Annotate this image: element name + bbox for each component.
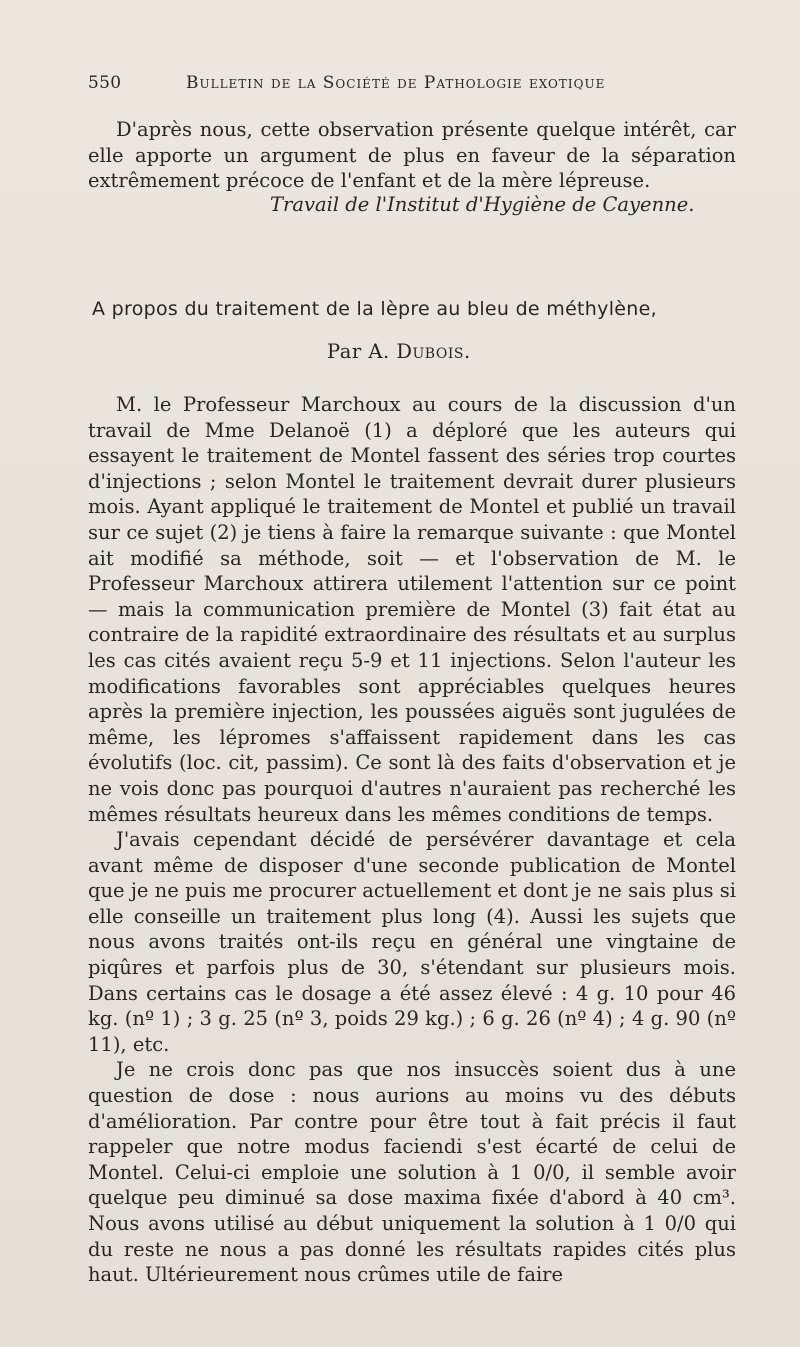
paragraph-1: M. le Professeur Marchoux au cours de la discussion d'un travail de Mme Delanoë (1) a déploré que les auteurs qui essayent le traitement de Montel fassent des séries trop courtes d'injections ; selon Montel le traitement devrait durer plusieurs mois. Ayant appliqué le traitement de Montel et publié un travail sur ce sujet (2) je tiens à faire la remarque suivante : que Montel ait modifié sa méthode, soit — et l'observation de M. le Professeur Marchoux attirera utilement l'attention sur ce point — mais la communication première de Montel (3) fait état au contraire de la rapidité extraordinaire des résultats et au surplus les cas cités avaient reçu 5-9 et 11 injections. Selon l'auteur les modifications favorables sont appréciables quelques heures après la première injection, les poussées aiguës sont jugulées de même, les lépromes s'affaissent rapidement dans les cas évolutifs (loc. cit, passim). Ce sont là des faits d'observation et je ne vois donc pas pourquoi d'autres n'auraient pas recherché les mêmes résultats heureux dans les mêmes conditions de temps. — [88, 393, 736, 826]
byline — [327, 340, 471, 363]
paragraph-3: Je ne crois donc pas que nos insuccès soient dus à une question de dose : nous aurions au moins vu des débuts d'amélioration. Par contre pour être tout à fait précis il faut rappeler que notre modus faciendi s'est écarté de celui de Montel. Celui-ci emploie une solution à 1 0/0, il semble avoir quelque peu diminué sa dose maxima fixée d'abord à 40 cm³. Nous avons utilisé au début uniquement la solution à 1 0/0 qui du reste ne nous a pas donné les résultats rapides cités plus haut. Ultérieurement nous crûmes utile de faire — [88, 1058, 736, 1287]
body-text — [88, 392, 736, 1288]
page-number: 550 — [88, 73, 122, 93]
running-title: Bulletin de la Société de Pathologie exotique — [186, 73, 606, 93]
page-header — [88, 73, 728, 101]
byline-author: Dubois. — [396, 340, 471, 363]
article-title: A propos du traitement de la lèpre au bleu de méthylène, — [92, 298, 657, 320]
affiliation-line: Travail de l'Institut d'Hygiène de Cayenne. — [270, 193, 695, 216]
intro-paragraph: D'après nous, cette observation présente quelque intérêt, car elle apporte un argument de plus en faveur de la séparation extrêmement précoce de l'enfant et de la mère lépreuse. — [88, 118, 736, 193]
byline-prefix: Par A. — [327, 340, 390, 363]
intro-paragraph-block — [88, 117, 736, 194]
paragraph-2: J'avais cependant décidé de persévérer davantage et cela avant même de disposer d'une seconde publication de Montel que je ne puis me procurer actuellement et dont je ne sais plus si elle conseille un traitement plus long (4). Aussi les sujets que nous avons traités ont-ils reçu en général une vingtaine de piqûres et parfois plus de 30, s'étendant sur plusieurs mois. Dans certains cas le dosage a été assez élevé : 4 g. 10 pour 46 kg. (nº 1) ; 3 g. 25 (nº 3, poids 29 kg.) ; 6 g. 26 (nº 4) ; 4 g. 90 (nº 11), etc. — [88, 828, 736, 1056]
